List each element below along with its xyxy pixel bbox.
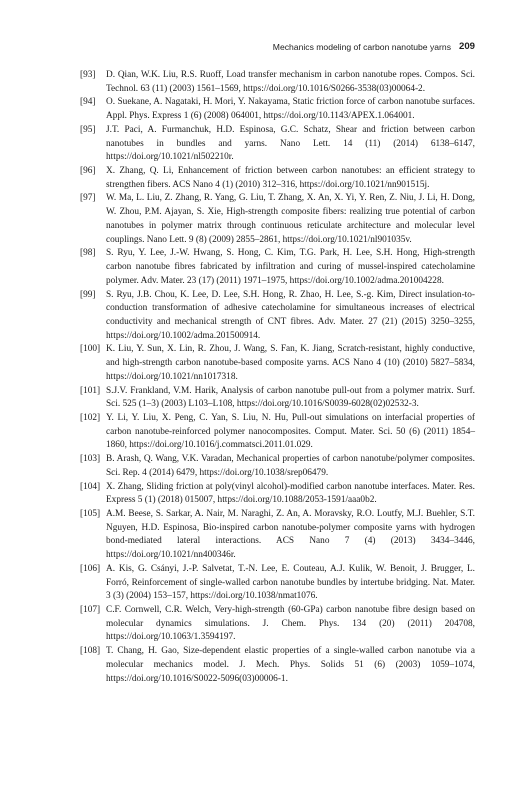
reference-text: S. Ryu, Y. Lee, J.-W. Hwang, S. Hong, C. Kim, T.G. Park, H. Lee, S.H. Hong, High-strength carbon nanotube fibres fabricated by infiltration and curing of mussel-inspired catecholamine polymer. Adv. Mater. 23 (17) (2011) 1971–1975, https://doi.org/10.1002/adma.201004228. xyxy=(106,248,475,286)
reference-item xyxy=(80,645,475,686)
reference-text: T. Chang, H. Gao, Size-dependent elastic properties of a single-walled carbon nanotube via a molecular mechanics model. J. Mech. Phys. Solids 51 (6) (2003) 1059–1074, https://doi.org/10.1016/S0022-5096(03)00006-1. xyxy=(106,646,475,684)
reference-number: [96] xyxy=(80,166,96,177)
reference-text: S. Ryu, J.B. Chou, K. Lee, D. Lee, S.H. Hong, R. Zhao, H. Lee, S.-g. Kim, Direct insulation-to-conduction transformation of adhesive catecholamine for simultaneous increases of electrical conductivity and mechanical strength of CNT fibres. Adv. Mater. 27 (21) (2015) 3250–3255, https://doi.org/10.1002/adma.201500914. xyxy=(106,289,475,341)
reference-text: D. Qian, W.K. Liu, R.S. Ruoff, Load transfer mechanism in carbon nanotube ropes. Compos. Sci. Technol. 63 (11) (2003) 1561–1569, https://doi.org/10.1016/S0266-3538(03)00064-2. xyxy=(106,70,475,94)
reference-number: [95] xyxy=(80,124,96,135)
reference-text: J.T. Paci, A. Furmanchuk, H.D. Espinosa, G.C. Schatz, Shear and friction between carbon nanotubes in bundles and yarns. Nano Lett. 14 (11) (2014) 6138–6147, https://doi.org/10.1021/nl502210r. xyxy=(106,124,475,163)
reference-item xyxy=(80,385,475,412)
reference-item xyxy=(80,69,475,96)
reference-item xyxy=(80,453,475,480)
reference-number: [107] xyxy=(80,605,101,616)
reference-number: [94] xyxy=(80,97,96,108)
reference-number: [103] xyxy=(80,454,101,465)
running-header-title: Mechanics modeling of carbon nanotube yarns xyxy=(272,42,451,52)
reference-item xyxy=(80,563,475,604)
reference-item xyxy=(80,247,475,288)
reference-number: [108] xyxy=(80,646,101,657)
reference-item xyxy=(80,96,475,123)
reference-number: [93] xyxy=(80,70,96,80)
reference-number: [102] xyxy=(80,412,101,423)
reference-number: [99] xyxy=(80,289,96,300)
reference-item xyxy=(80,412,475,453)
reference-list xyxy=(80,69,475,686)
reference-text: X. Zhang, Q. Li, Enhancement of friction between carbon nanotubes: an efficient strategy to strengthen fibers. ACS Nano 4 (1) (2010) 312–316, https://doi.org/10.1021/nn901515j. xyxy=(106,166,475,190)
page-number: 209 xyxy=(458,41,475,52)
reference-item xyxy=(80,124,475,165)
reference-text: S.J.V. Frankland, V.M. Harik, Analysis of carbon nanotube pull-out from a polymer matrix. Surf. Sci. 525 (1–3) (2003) L103–L108, https://doi.org/10.1016/S0039-6028(02)02532-3. xyxy=(106,385,475,410)
reference-item xyxy=(80,165,475,192)
reference-text: B. Arash, Q. Wang, V.K. Varadan, Mechanical properties of carbon nanotube/polymer composites. Sci. Rep. 4 (2014) 6479, https://doi.org/10.1038/srep06479. xyxy=(106,454,475,478)
reference-number: [105] xyxy=(80,509,101,519)
reference-item xyxy=(80,604,475,645)
reference-text: X. Zhang, Sliding friction at poly(vinyl alcohol)-modified carbon nanotube interfaces. Mater. Res. Express 5 (1) (2018) 015007, https://doi.org/10.1088/2053-1591/aaa0b2. xyxy=(106,481,475,506)
reference-text: Y. Li, Y. Liu, X. Peng, C. Yan, S. Liu, N. Hu, Pull-out simulations on interfacial properties of carbon nanotube-reinforced polymer nanocomposites. Comput. Mater. Sci. 50 (6) (2011) 1854–1860, https://doi.org/10.1016/j.commatsci.2011.01.029. xyxy=(106,412,475,451)
reference-text: W. Ma, L. Liu, Z. Zhang, R. Yang, G. Liu, T. Zhang, X. An, X. Yi, Y. Ren, Z. Niu, J. Li, H. Dong, W. Zhou, P.M. Ajayan, S. Xie, High-strength composite fibers: realizing true potential of carbon nanotubes in polymer matrix through continuous reticulate architecture and molecular level couplings. Nano Lett. 9 (8) (2009) 2855–2861, https://doi.org/10.1021/nl901035v. xyxy=(106,193,475,245)
reference-item xyxy=(80,343,475,384)
reference-text: A.M. Beese, S. Sarkar, A. Nair, M. Naraghi, Z. An, A. Moravsky, R.O. Loutfy, M.J. Buehler, S.T. Nguyen, H.D. Espinosa, Bio-inspired carbon nanotube-polymer composite yarns with hydrogen bond-mediated lateral interactions. ACS Nano 7 (4) (2013) 3434–3446, https://doi.org/10.1021/nn400346r. xyxy=(106,509,475,561)
reference-text: K. Liu, Y. Sun, X. Lin, R. Zhou, J. Wang, S. Fan, K. Jiang, Scratch-resistant, highly conductive, and high-strength carbon nanotube-based composite yarns. ACS Nano 4 (10) (2010) 5827–5834, https://doi.org/10.1021/nn1017318. xyxy=(106,344,475,382)
reference-number: [106] xyxy=(80,563,101,574)
reference-text: C.F. Cornwell, C.R. Welch, Very-high-strength (60-GPa) carbon nanotube fibre design based on molecular dynamics simulations. J. Chem. Phys. 134 (20) (2011) 204708, https://doi.org/10.1063/1.3594197. xyxy=(106,605,475,643)
reference-number: [104] xyxy=(80,481,101,492)
reference-number: [97] xyxy=(80,193,96,204)
running-header xyxy=(80,42,475,56)
reference-number: [101] xyxy=(80,385,101,396)
reference-text: O. Suekane, A. Nagataki, H. Mori, Y. Nakayama, Static friction force of carbon nanotube surfaces. Appl. Phys. Express 1 (6) (2008) 064001, https://doi.org/10.1143/APEX.1.064001. xyxy=(106,97,475,122)
reference-item xyxy=(80,289,475,344)
reference-item xyxy=(80,508,475,563)
reference-number: [100] xyxy=(80,344,101,355)
reference-number: [98] xyxy=(80,248,96,259)
reference-item xyxy=(80,192,475,247)
reference-text: A. Kis, G. Csányi, J.-P. Salvetat, T.-N. Lee, E. Couteau, A.J. Kulik, W. Benoit, J. Brugger, L. Forró, Reinforcement of single-walled carbon nanotube bundles by intertube bridging. Nat. Mater. 3 (3) (2004) 153–157, https://doi.org/10.1038/nmat1076. xyxy=(106,563,475,602)
reference-item xyxy=(80,481,475,508)
